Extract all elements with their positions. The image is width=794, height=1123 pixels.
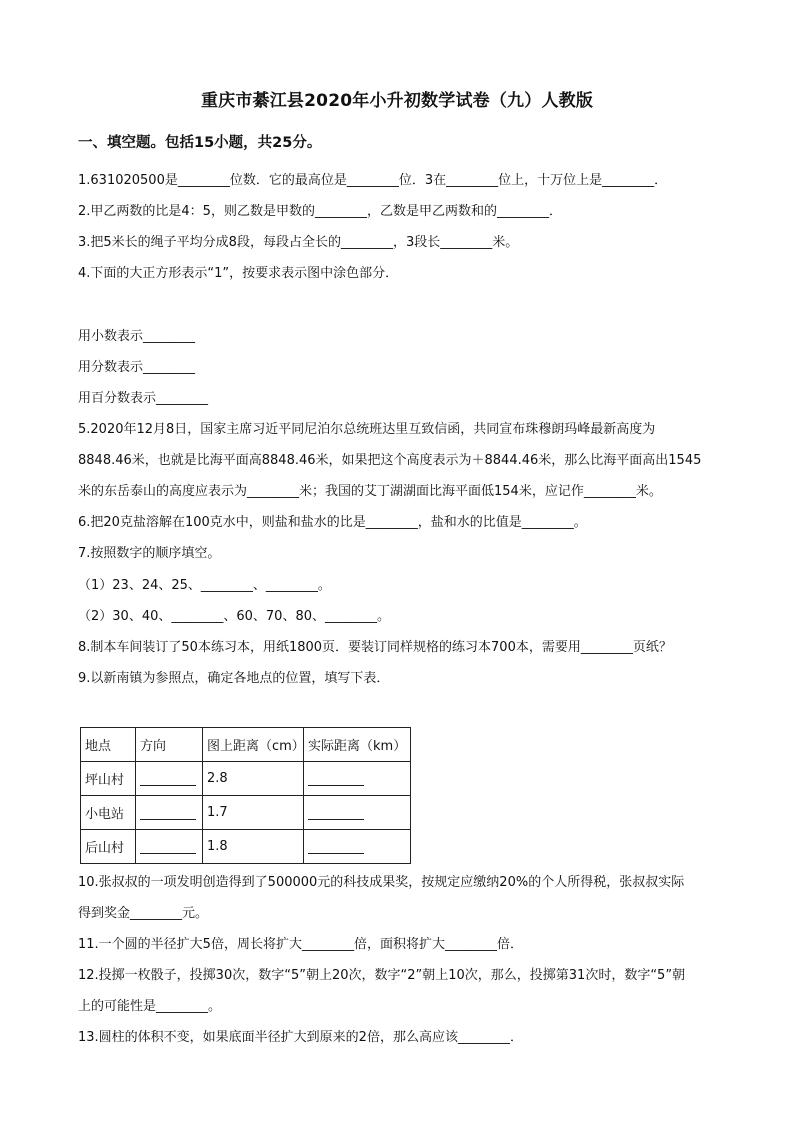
table-row	[81, 796, 411, 830]
location-table	[80, 727, 411, 864]
map-distance-cell: 1.7	[203, 796, 304, 830]
question-11: 11.一个圆的半径扩大5倍，周长将扩大________倍，面积将扩大________倍．	[78, 937, 523, 952]
direction-blank	[136, 762, 203, 796]
actual-distance-blank	[304, 796, 411, 830]
question-5-line1: 5.2020年12月8日，国家主席习近平同尼泊尔总统班达里互致信函，共同宣布珠穆朗玛峰最新高度为	[78, 422, 656, 437]
question-9: 9.以新南镇为参照点，确定各地点的位置，填写下表．	[78, 671, 390, 686]
section-heading: 一、填空题。包括15小题，共25分。	[78, 135, 322, 151]
question-4-decimal: 用小数表示________	[78, 329, 196, 344]
question-13: 13.圆柱的体积不变，如果底面半径扩大到原来的2倍，那么高应该________．	[78, 1030, 523, 1045]
table-header: 方向	[136, 728, 203, 762]
place-cell: 小电站	[81, 796, 136, 830]
map-distance-cell: 2.8	[203, 762, 304, 796]
direction-blank	[136, 830, 203, 864]
table-header: 图上距离（cm）	[203, 728, 304, 762]
question-5-line2: 8848.46米，也就是比海平面高8848.46米，如果把这个高度表示为＋8844.46米，那么比海平面高出1545	[78, 453, 702, 468]
question-8: 8.制本车间装订了50本练习本，用纸1800页．要装订同样规格的练习本700本，需要用________页纸？	[78, 640, 672, 655]
page-title: 重庆市綦江县2020年小升初数学试卷（九）人教版	[200, 91, 594, 111]
map-distance-cell: 1.8	[203, 830, 304, 864]
table-header: 地点	[81, 728, 136, 762]
place-cell: 后山村	[81, 830, 136, 864]
question-4-fraction: 用分数表示________	[78, 360, 196, 375]
question-5-line3: 米的东岳泰山的高度应表示为________米；我国的艾丁湖湖面比海平面低154米，应记作________米。	[78, 484, 662, 499]
actual-distance-blank	[304, 830, 411, 864]
question-6: 6.把20克盐溶解在100克水中，则盐和盐水的比是________，盐和水的比值是________。	[78, 515, 587, 530]
question-3: 3.把5米长的绳子平均分成8段，每段占全长的________，3段长________米。	[78, 235, 519, 250]
place-cell: 坪山村	[81, 762, 136, 796]
question-12-line2: 上的可能性是________。	[78, 999, 222, 1014]
table-header-row	[81, 728, 411, 762]
question-12-line1: 12.投掷一枚骰子，投掷30次，数字“5”朝上20次，数字“2”朝上10次，那么，投掷第31次时，数字“5”朝	[78, 968, 686, 983]
actual-distance-blank	[304, 762, 411, 796]
question-1: 1.631020500是________位数．它的最高位是________位．3在________位上，十万位上是________．	[78, 173, 668, 188]
question-4: 4.下面的大正方形表示“1”，按要求表示图中涂色部分．	[78, 266, 399, 281]
table-row	[81, 762, 411, 796]
question-10-line2: 得到奖金________元。	[78, 906, 209, 921]
question-7-part2: （2）30、40、________、60、70、80、________。	[78, 609, 390, 624]
table-row	[81, 830, 411, 864]
question-7-part1: （1）23、24、25、________、________。	[78, 578, 331, 593]
question-4-percent: 用百分数表示________	[78, 391, 209, 406]
question-2: 2.甲乙两数的比是4：5，则乙数是甲数的________，乙数是甲乙两数和的________．	[78, 204, 562, 219]
question-10-line1: 10.张叔叔的一项发明创造得到了500000元的科技成果奖，按规定应缴纳20%的个人所得税，张叔叔实际	[78, 875, 685, 890]
table-header: 实际距离（km）	[304, 728, 411, 762]
question-7: 7.按照数字的顺序填空。	[78, 546, 221, 561]
direction-blank	[136, 796, 203, 830]
